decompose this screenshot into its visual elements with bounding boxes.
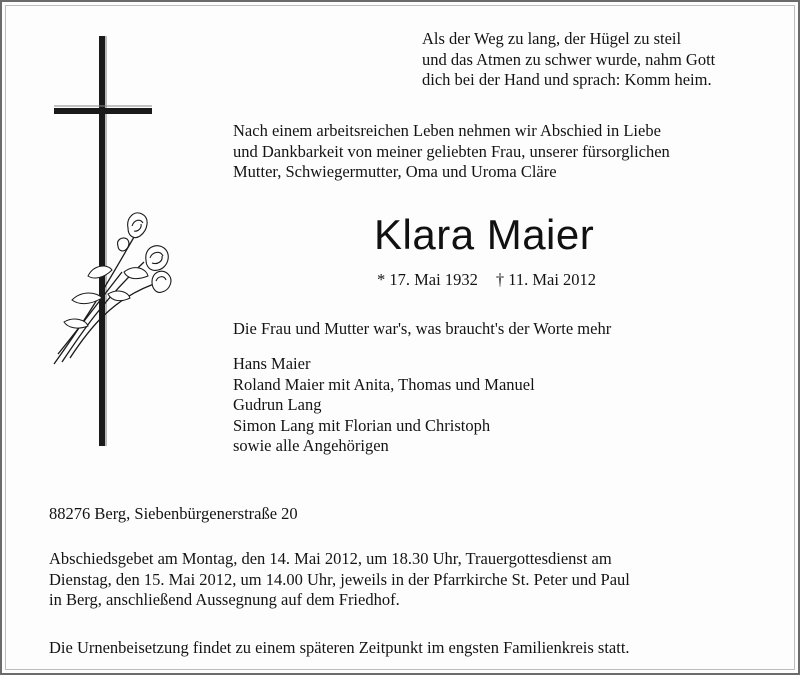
deceased-name: Klara Maier [374, 211, 595, 258]
poem-line: und das Atmen zu schwer wurde, nahm Gott [422, 49, 716, 69]
signer: Roland Maier mit Anita, Thomas und Manuel [233, 374, 535, 394]
service-line: Dienstag, den 15. Mai 2012, um 14.00 Uhr, jeweils in der Pfarrkirche St. Peter und Paul [49, 569, 630, 589]
poem [422, 29, 792, 91]
service-line: in Berg, anschließend Aussegnung auf dem Friedhof. [49, 590, 400, 609]
intro-line: Nach einem arbeitsreichen Leben nehmen wir Abschied in Liebe [233, 121, 661, 140]
urn-note: Die Urnenbeisetzung findet zu einem späteren Zeitpunkt im engsten Familienkreis statt. [49, 638, 630, 657]
signer: Gudrun Lang [233, 395, 322, 414]
poem-line: dich bei der Hand und sprach: Komm heim. [422, 70, 712, 89]
cross-with-roses-icon [42, 32, 172, 452]
intro-text [233, 121, 788, 183]
intro-line: Mutter, Schwiegermutter, Oma und Uroma Cläre [233, 162, 557, 181]
poem-line: Als der Weg zu lang, der Hügel zu steil [422, 29, 682, 48]
signer: sowie alle Angehörigen [233, 436, 389, 455]
address: 88276 Berg, Siebenbürgenerstraße 20 [49, 504, 298, 523]
signer: Hans Maier [233, 354, 311, 373]
signer: Simon Lang mit Florian und Christoph [233, 415, 491, 435]
service-line: Abschiedsgebet am Montag, den 14. Mai 2012, um 18.30 Uhr, Trauergottesdienst am [49, 549, 612, 568]
quote: Die Frau und Mutter war's, was braucht's der Worte mehr [233, 319, 612, 338]
life-dates [377, 270, 596, 291]
intro-line: und Dankbarkeit von meiner geliebten Frau, unserer fürsorglichen [233, 141, 670, 161]
birth-date: * 17. Mai 1932 [377, 270, 478, 289]
death-date: † 11. Mai 2012 [495, 270, 597, 289]
signers-list [233, 354, 535, 457]
service-info [49, 549, 630, 611]
